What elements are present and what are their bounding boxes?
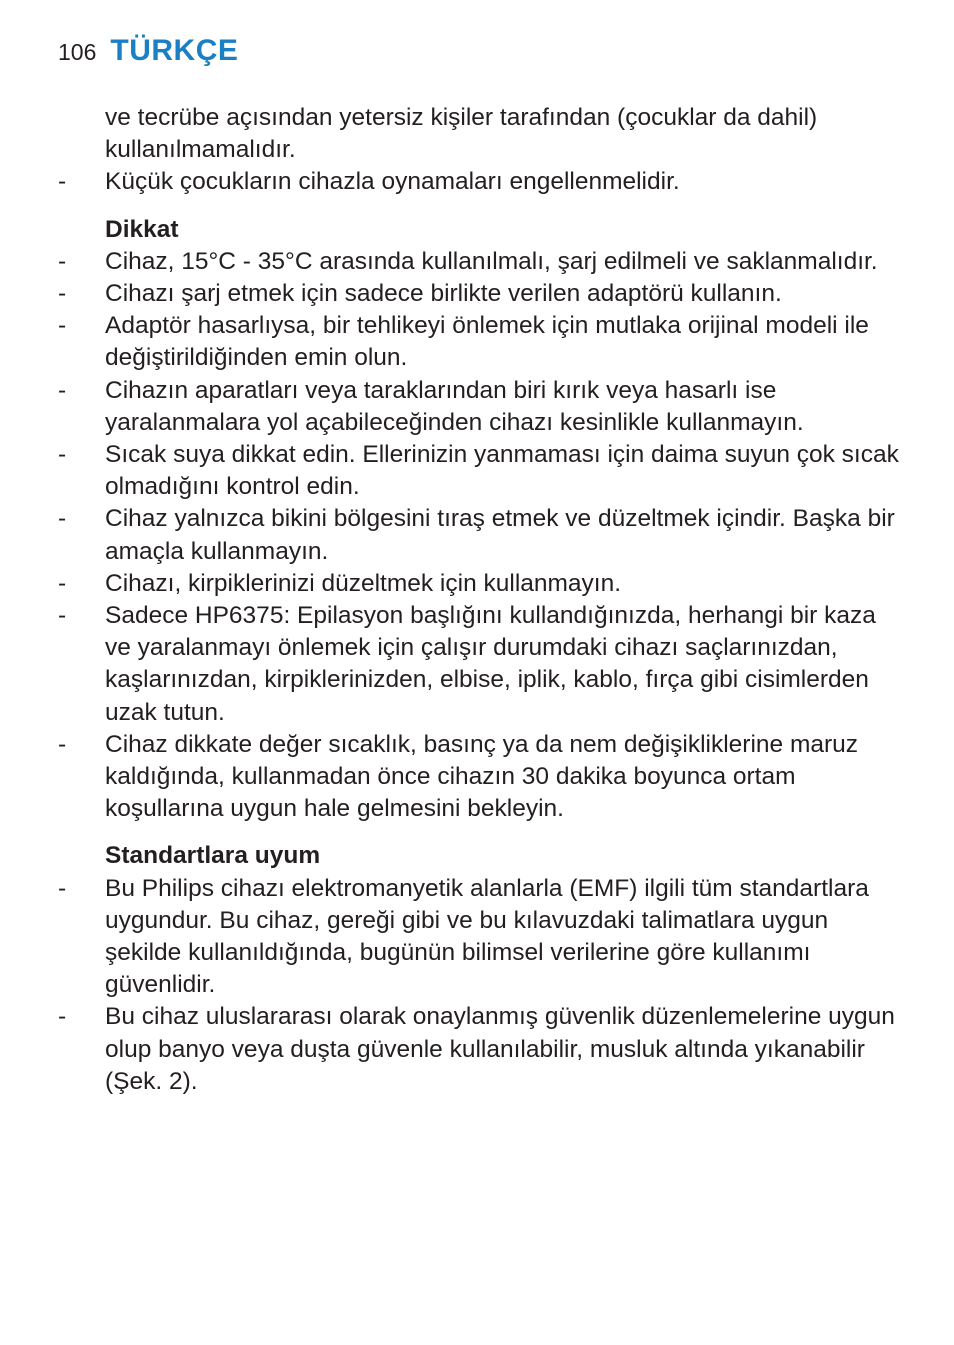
list-item-text: Cihaz dikkate değer sıcaklık, basınç ya da nem değişikliklerine maruz kaldığında, kullanmadan önce cihazın 30 dakika boyunca ortam koşullarına uygun hale gelmesini bekleyin. [105, 730, 859, 823]
list-item [58, 1001, 908, 1098]
list-item-text: Cihazın aparatları veya taraklarından biri kırık veya hasarlı ise yaralanmalara yol açabileceğinden cihazı kesinlikle kullanmayın. [105, 376, 804, 436]
page-number: 106 [58, 39, 97, 65]
list-dash: - [58, 569, 67, 597]
list-dash: - [58, 441, 67, 469]
list-item-text: Adaptör hasarlıysa, bir tehlikeyi önlemek için mutlaka orijinal modeli ile değiştirildiğinden emin olun. [105, 312, 869, 372]
list-dash: - [58, 730, 67, 758]
list-dash: - [58, 1003, 67, 1031]
list-item [58, 278, 908, 310]
list-item-text: Bu cihaz uluslararası olarak onaylanmış güvenlik düzenlemelerine uygun olup banyo veya duşta güvenle kullanılabilir, musluk altında yıkanabilir (Şek. 2). [105, 1003, 895, 1095]
list-item [58, 375, 908, 439]
list-item [58, 503, 908, 567]
list-item [58, 568, 908, 600]
list-item-text: Cihazı, kirpiklerinizi düzeltmek için kullanmayın. [105, 569, 622, 597]
compliance-heading: Standartlara uyum [105, 842, 321, 870]
list-dash: - [58, 247, 67, 275]
list-item-text: Sıcak suya dikkat edin. Ellerinizin yanmaması için daima suyun çok sıcak olmadığını kontrol edin. [105, 441, 899, 501]
list-dash: - [58, 874, 67, 902]
list-dash: - [58, 602, 67, 630]
list-dash: - [58, 505, 67, 533]
list-item-text: Cihaz, 15°C - 35°C arasında kullanılmalı, şarj edilmeli ve saklanmalıdır. [105, 247, 878, 275]
list-dash: - [58, 312, 67, 340]
list-item-text: Cihaz yalnızca bikini bölgesini tıraş etmek ve düzeltmek içindir. Başka bir amaçla kullanmayın. [105, 505, 895, 565]
page-content [58, 102, 908, 1098]
list-item-text: Bu Philips cihazı elektromanyetik alanlarla (EMF) ilgili tüm standartlara uygundur. Bu cihaz, gereği gibi ve bu kılavuzdaki talimatlara uygun şekilde kullanıldığında, bugünün bilimsel verilerine göre kullanımı güvenlidir. [105, 874, 869, 999]
list-dash: - [58, 280, 67, 308]
list-item [58, 166, 908, 198]
list-item [58, 600, 908, 729]
section-title: TÜRKÇE [110, 34, 239, 67]
intro-continuation: ve tecrübe açısından yetersiz kişiler tarafından (çocuklar da dahil) kullanılmamalıdır. [105, 104, 818, 164]
list-dash: - [58, 376, 67, 404]
list-item [58, 310, 908, 374]
list-item [58, 729, 908, 826]
page-header [58, 34, 238, 68]
list-item-text: Küçük çocukların cihazla oynamaları engellenmelidir. [105, 168, 680, 196]
list-item [58, 439, 908, 503]
list-item [58, 246, 908, 278]
list-item-text: Cihazı şarj etmek için sadece birlikte verilen adaptörü kullanın. [105, 280, 782, 308]
caution-heading: Dikkat [105, 215, 179, 243]
list-item-text: Sadece HP6375: Epilasyon başlığını kullandığınızda, herhangi bir kaza ve yaralanmayı önlemek için çalışır durumdaki cihazı saçlarınızdan, kaşlarınızdan, kirpiklerinizden, elbise, iplik, kablo, fırça gibi cisimlerden uzak tutun. [105, 602, 876, 726]
list-dash: - [58, 168, 67, 196]
list-item [58, 873, 908, 1002]
